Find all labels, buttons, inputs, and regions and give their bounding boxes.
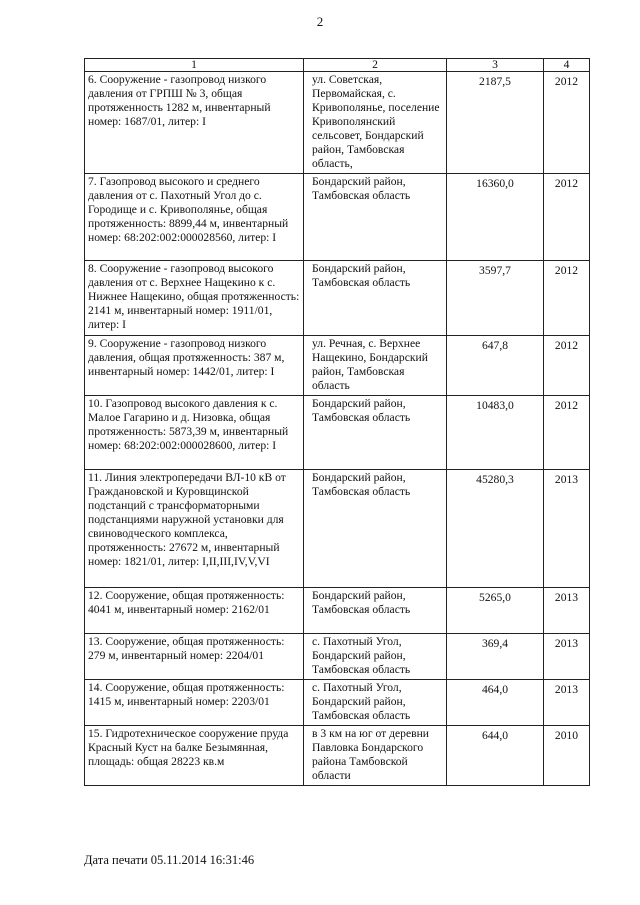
row-location: с. Пахотный Угол, Бондарский район, Тамбовская область [304,634,447,680]
row-value: 45280,3 [447,470,544,588]
row-description: 15. Гидротехническое сооружение пруда Красный Куст на балке Безымянная, площадь: общая 28223 кв.м [85,726,304,786]
row-year: 2010 [544,726,590,786]
row-value: 3597,7 [447,261,544,336]
row-description: 10. Газопровод высокого давления к с. Малое Гагарино и д. Низовка, общая протяженность: 5873,39 м, инвентарный номер: 68:202:002:000028600, литер: I [85,396,304,470]
row-year: 2012 [544,72,590,174]
table-header-row [85,59,590,72]
row-year: 2012 [544,396,590,470]
row-location: ул. Речная, с. Верхнее Нащекино, Бондарский район, Тамбовская область [304,336,447,396]
assets-table [84,58,590,786]
row-value: 464,0 [447,680,544,726]
row-value: 2187,5 [447,72,544,174]
row-description: 11. Линия электропередачи ВЛ-10 кВ от Граждановской и Куровщинской подстанций с трансформаторными подстанциями наружной установки для свиноводческого комплекса, протяженность: 27672 м, инвентарный номер: 1821/01, литер: I,II,III,IV,V,VI [85,470,304,588]
table-row [85,588,590,634]
row-description: 8. Сооружение - газопровод высокого давления от с. Верхнее Нащекино к с. Нижнее Нащекино, общая протяженность: 2141 м, инвентарный номер: 1911/01, литер: I [85,261,304,336]
header-col-4: 4 [544,59,590,72]
row-location: Бондарский район, Тамбовская область [304,261,447,336]
row-value: 644,0 [447,726,544,786]
table-row [85,634,590,680]
row-description: 9. Сооружение - газопровод низкого давления, общая протяженность: 387 м, инвентарный номер: 1442/01, литер: I [85,336,304,396]
table-row [85,336,590,396]
row-year: 2013 [544,470,590,588]
row-value: 369,4 [447,634,544,680]
row-description: 6. Сооружение - газопровод низкого давления от ГРПШ № 3, общая протяженность 1282 м, инвентарный номер: 1687/01, литер: I [85,72,304,174]
row-description: 13. Сооружение, общая протяженность: 279 м, инвентарный номер: 2204/01 [85,634,304,680]
row-location: в 3 км на юг от деревни Павловка Бондарского района Тамбовской области [304,726,447,786]
row-year: 2013 [544,680,590,726]
row-location: Бондарский район, Тамбовская область [304,588,447,634]
table-row [85,72,590,174]
row-location: Бондарский район, Тамбовская область [304,470,447,588]
row-value: 647,8 [447,336,544,396]
print-date: Дата печати 05.11.2014 16:31:46 [84,853,255,867]
row-value: 10483,0 [447,396,544,470]
table-row [85,261,590,336]
page-number: 2 [316,14,324,29]
row-value: 5265,0 [447,588,544,634]
table-row [85,726,590,786]
row-location: ул. Советская, Первомайская, с. Кривополянье, поселение Кривополянский сельсовет, Бондарский район, Тамбовская область, [304,72,447,174]
row-location: Бондарский район, Тамбовская область [304,174,447,261]
row-year: 2012 [544,261,590,336]
row-value: 16360,0 [447,174,544,261]
header-col-3: 3 [447,59,544,72]
row-description: 14. Сооружение, общая протяженность: 1415 м, инвентарный номер: 2203/01 [85,680,304,726]
table-row [85,396,590,470]
row-year: 2013 [544,634,590,680]
table-row [85,470,590,588]
row-description: 12. Сооружение, общая протяженность: 4041 м, инвентарный номер: 2162/01 [85,588,304,634]
row-location: Бондарский район, Тамбовская область [304,396,447,470]
row-description: 7. Газопровод высокого и среднего давления от с. Пахотный Угол до с. Городище и с. Кривополянье, общая протяженность: 8899,44 м, инвентарный номер: 68:202:002:000028560, литер: I [85,174,304,261]
table-row [85,680,590,726]
table-row [85,174,590,261]
header-col-2: 2 [304,59,447,72]
row-year: 2012 [544,174,590,261]
row-year: 2013 [544,588,590,634]
row-year: 2012 [544,336,590,396]
row-location: с. Пахотный Угол, Бондарский район, Тамбовская область [304,680,447,726]
header-col-1: 1 [85,59,304,72]
